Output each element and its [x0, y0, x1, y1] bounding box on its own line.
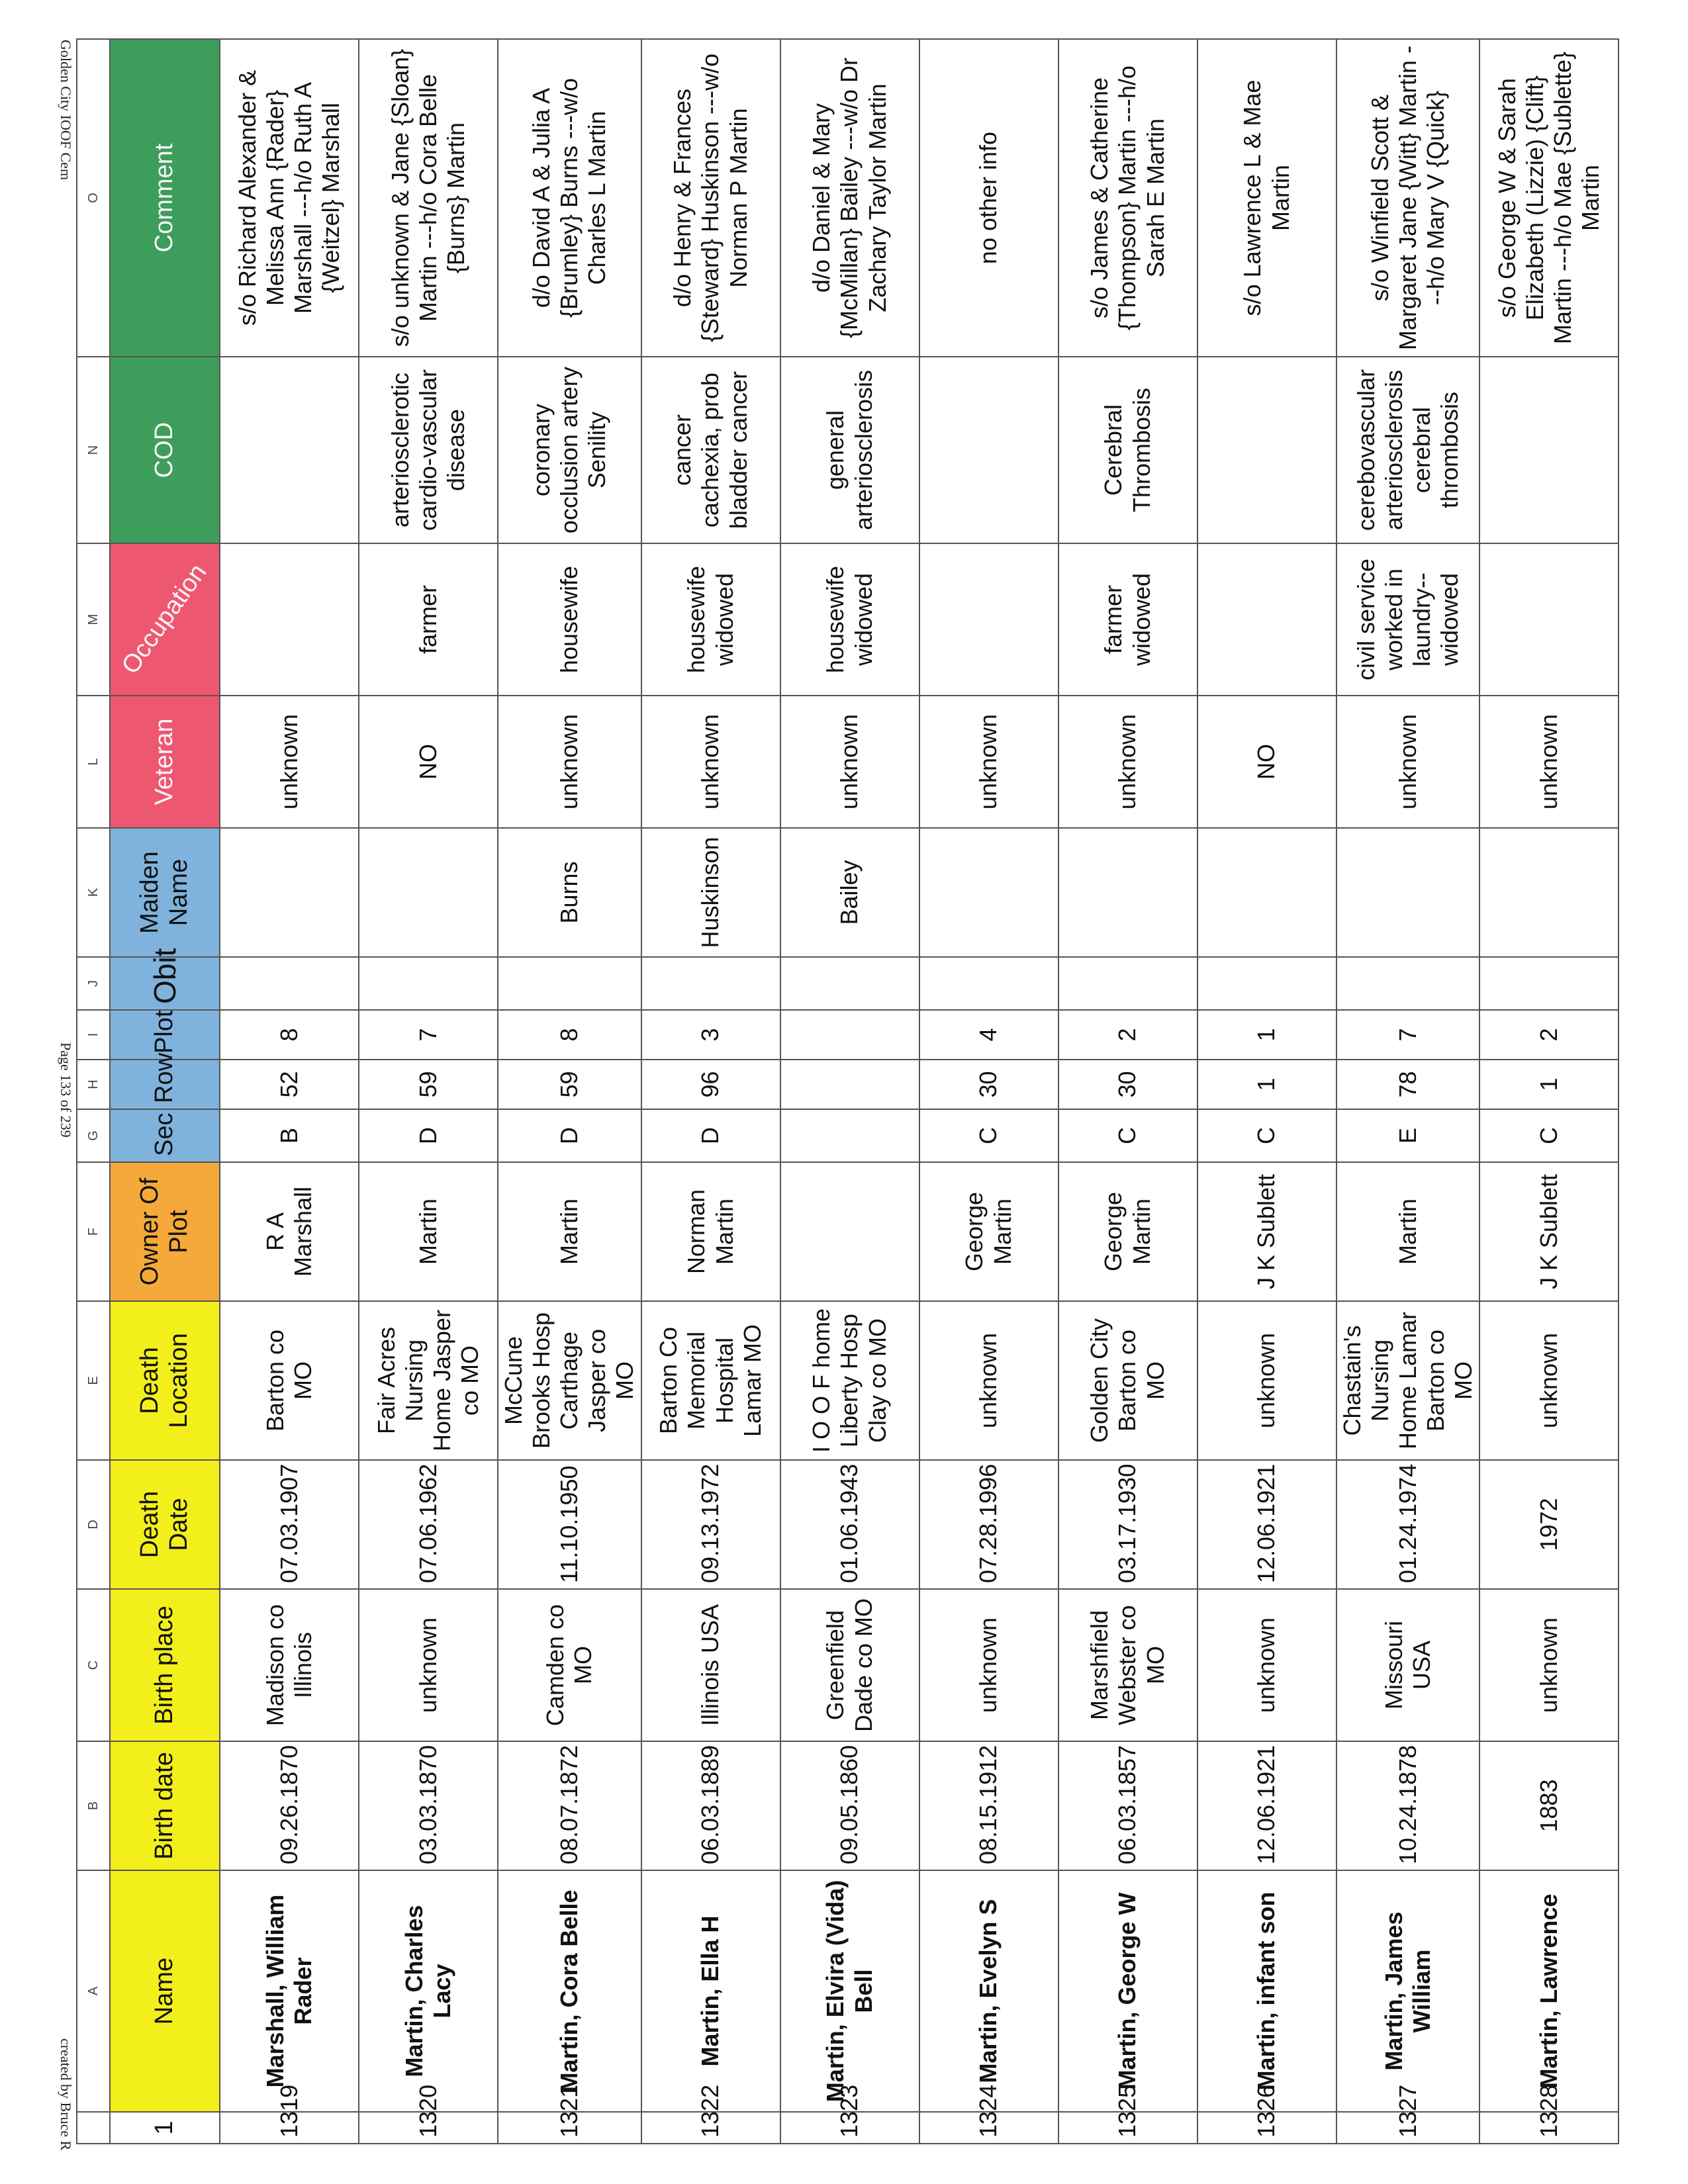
cell-veteran: unknown — [498, 696, 641, 828]
row-number-header: 1 — [110, 2112, 220, 2144]
cell-row: 1 — [1479, 1060, 1618, 1109]
col-letter: E — [77, 1301, 110, 1460]
row-number: 1320 — [359, 2112, 498, 2144]
cell-obit — [919, 957, 1058, 1010]
cell-owner: George Martin — [1058, 1162, 1197, 1301]
cell-death-location: Golden City Barton co MO — [1058, 1301, 1197, 1460]
cell-occupation: housewife widowed — [780, 543, 919, 696]
row-number: 1325 — [1058, 2112, 1197, 2144]
col-letter: N — [77, 357, 110, 543]
footer-left: Golden City IOOF Cem — [58, 40, 74, 181]
cell-owner: George Martin — [919, 1162, 1058, 1301]
cell-obit — [1197, 957, 1336, 1010]
col-letter: A — [77, 1870, 110, 2112]
cell-plot: 3 — [641, 1010, 780, 1060]
cell-sec: D — [641, 1109, 780, 1162]
cell-birth-date: 08.07.1872 — [498, 1741, 641, 1870]
cell-plot — [780, 1010, 919, 1060]
col-letter: C — [77, 1589, 110, 1741]
cell-owner: Norman Martin — [641, 1162, 780, 1301]
corner-blank — [77, 2112, 110, 2144]
cell-row: 30 — [1058, 1060, 1197, 1109]
table-row — [780, 39, 919, 2144]
cell-comment: no other info — [919, 39, 1058, 357]
cell-occupation — [1197, 543, 1336, 696]
cell-plot: 2 — [1058, 1010, 1197, 1060]
cell-name: Martin, infant son — [1197, 1870, 1336, 2112]
cell-sec: C — [919, 1109, 1058, 1162]
cell-comment: s/o George W & Sarah Elizabeth (Lizzie) {Clift} Martin ---h/o Mae {Sublette} Martin — [1479, 39, 1618, 357]
header-occupation-label: Occupation — [116, 559, 212, 680]
cell-death-date: 03.17.1930 — [1058, 1460, 1197, 1589]
cell-name: Marshall, William Rader — [220, 1870, 359, 2112]
row-number: 1327 — [1336, 2112, 1480, 2144]
col-letter: K — [77, 828, 110, 957]
cell-obit — [1479, 957, 1618, 1010]
header-comment: Comment — [110, 39, 220, 357]
cell-birth-place: unknown — [359, 1589, 498, 1741]
cell-birth-place: Greenfield Dade co MO — [780, 1589, 919, 1741]
cell-owner: Martin — [1336, 1162, 1480, 1301]
cell-name: Martin, Charles Lacy — [359, 1870, 498, 2112]
cell-birth-place: Missouri USA — [1336, 1589, 1480, 1741]
cell-death-date: 11.10.1950 — [498, 1460, 641, 1589]
cell-veteran: unknown — [1479, 696, 1618, 828]
cell-birth-place: Illinois USA — [641, 1589, 780, 1741]
cemetery-table-rotated — [76, 40, 1638, 2144]
cell-birth-date: 09.26.1870 — [220, 1741, 359, 1870]
cell-name: Martin, Lawrence — [1479, 1870, 1618, 2112]
cell-cod — [919, 357, 1058, 543]
header-name: Name — [110, 1870, 220, 2112]
row-number: 1319 — [220, 2112, 359, 2144]
cell-plot: 7 — [359, 1010, 498, 1060]
cell-sec: C — [1197, 1109, 1336, 1162]
cell-plot: 2 — [1479, 1010, 1618, 1060]
cell-sec: D — [498, 1109, 641, 1162]
col-letter: O — [77, 39, 110, 357]
cell-obit — [498, 957, 641, 1010]
cell-birth-date: 1883 — [1479, 1741, 1618, 1870]
cell-maiden-name: Bailey — [780, 828, 919, 957]
cell-owner: R A Marshall — [220, 1162, 359, 1301]
cell-maiden-name: Huskinson — [641, 828, 780, 957]
cell-death-location: unknown — [1197, 1301, 1336, 1460]
cell-comment: d/o Daniel & Mary {McMillan} Bailey ---w/o Dr Zachary Taylor Martin — [780, 39, 919, 357]
cell-obit — [780, 957, 919, 1010]
cell-plot: 8 — [498, 1010, 641, 1060]
cell-cod: cerebovascular arteriosclerosis cerebral thrombosis — [1336, 357, 1480, 543]
header-row — [110, 39, 220, 2144]
cell-maiden-name — [220, 828, 359, 957]
cell-death-date: 09.13.1972 — [641, 1460, 780, 1589]
col-letter: B — [77, 1741, 110, 1870]
cell-death-date: 12.06.1921 — [1197, 1460, 1336, 1589]
cell-death-date: 01.24.1974 — [1336, 1460, 1480, 1589]
cell-plot: 8 — [220, 1010, 359, 1060]
cell-name: Martin, James William — [1336, 1870, 1480, 2112]
cell-birth-place: unknown — [1479, 1589, 1618, 1741]
header-veteran: Veteran — [110, 696, 220, 828]
cell-birth-date: 06.03.1857 — [1058, 1741, 1197, 1870]
cell-death-location: Chastain's Nursing Home Lamar Barton co MO — [1336, 1301, 1480, 1460]
cell-maiden-name — [1058, 828, 1197, 957]
col-letter: G — [77, 1109, 110, 1162]
cell-name: Martin, Evelyn S — [919, 1870, 1058, 2112]
cell-plot: 1 — [1197, 1010, 1336, 1060]
cell-birth-place: unknown — [919, 1589, 1058, 1741]
cell-maiden-name — [1336, 828, 1480, 957]
cell-veteran: NO — [359, 696, 498, 828]
cell-obit — [1336, 957, 1480, 1010]
cell-name: Martin, Ella H — [641, 1870, 780, 2112]
cell-occupation — [220, 543, 359, 696]
cell-cod: general arteriosclerosis — [780, 357, 919, 543]
cell-cod — [220, 357, 359, 543]
cell-occupation: farmer widowed — [1058, 543, 1197, 696]
table-row — [359, 39, 498, 2144]
cell-owner: Martin — [359, 1162, 498, 1301]
cell-row: 59 — [498, 1060, 641, 1109]
cell-death-location: McCune Brooks Hosp Carthage Jasper co MO — [498, 1301, 641, 1460]
header-cod: COD — [110, 357, 220, 543]
cell-obit — [220, 957, 359, 1010]
cell-comment: d/o Henry & Frances {Steward} Huskinson ---w/o Norman P Martin — [641, 39, 780, 357]
cell-sec — [780, 1109, 919, 1162]
table-row — [641, 39, 780, 2144]
cell-birth-place: Marshfield Webster co MO — [1058, 1589, 1197, 1741]
cell-row: 96 — [641, 1060, 780, 1109]
cell-death-date: 07.28.1996 — [919, 1460, 1058, 1589]
table-row — [1336, 39, 1480, 2144]
cell-obit — [641, 957, 780, 1010]
cell-sec: B — [220, 1109, 359, 1162]
row-number: 1324 — [919, 2112, 1058, 2144]
cell-birth-place: Camden co MO — [498, 1589, 641, 1741]
header-death-location: Death Location — [110, 1301, 220, 1460]
cell-name: Martin, Cora Belle — [498, 1870, 641, 2112]
cell-plot: 4 — [919, 1010, 1058, 1060]
cell-death-location: unknown — [919, 1301, 1058, 1460]
cell-birth-date: 03.03.1870 — [359, 1741, 498, 1870]
cell-cod — [1479, 357, 1618, 543]
col-letter: F — [77, 1162, 110, 1301]
cell-row: 78 — [1336, 1060, 1480, 1109]
header-birth-date: Birth date — [110, 1741, 220, 1870]
cell-name: Martin, Elvira (Vida) Bell — [780, 1870, 919, 2112]
cell-name: Martin, George W — [1058, 1870, 1197, 2112]
row-number: 1322 — [641, 2112, 780, 2144]
cell-death-date: 07.06.1962 — [359, 1460, 498, 1589]
cell-comment: s/o Richard Alexander & Melissa Ann {Rader} Marshall ---h/o Ruth A {Weitzel} Marshall — [220, 39, 359, 357]
cell-cod: arteriosclerotic cardio-vascular disease — [359, 357, 498, 543]
cell-row: 59 — [359, 1060, 498, 1109]
cell-occupation: housewife — [498, 543, 641, 696]
cell-row: 52 — [220, 1060, 359, 1109]
cell-obit — [1058, 957, 1197, 1010]
table-row — [919, 39, 1058, 2144]
cell-death-location: unknown — [1479, 1301, 1618, 1460]
cell-maiden-name — [1479, 828, 1618, 957]
cell-owner — [780, 1162, 919, 1301]
cell-cod: coronary occlusion artery Senility — [498, 357, 641, 543]
cell-occupation — [919, 543, 1058, 696]
cell-veteran: unknown — [1058, 696, 1197, 828]
header-row: Row — [110, 1060, 220, 1109]
header-sec: Sec — [110, 1109, 220, 1162]
cell-veteran: unknown — [1336, 696, 1480, 828]
cell-comment: s/o Winfield Scott & Margaret Jane {Witt} Martin ---h/o Mary V {Quick} — [1336, 39, 1480, 357]
table-row — [1197, 39, 1336, 2144]
cell-birth-date: 06.03.1889 — [641, 1741, 780, 1870]
cell-death-date: 07.03.1907 — [220, 1460, 359, 1589]
cell-veteran: unknown — [919, 696, 1058, 828]
col-letter: J — [77, 957, 110, 1010]
cell-row: 1 — [1197, 1060, 1336, 1109]
cell-veteran: unknown — [220, 696, 359, 828]
cell-comment: s/o James & Catherine {Thompson} Martin ---h/o Sarah E Martin — [1058, 39, 1197, 357]
cell-comment: s/o unknown & Jane {Sloan} Martin ---h/o Cora Belle {Burns} Martin — [359, 39, 498, 357]
col-letter: I — [77, 1010, 110, 1060]
footer-page-number: Page 133 of 239 — [58, 1042, 74, 1138]
table-row — [498, 39, 641, 2144]
cell-birth-date: 08.15.1912 — [919, 1741, 1058, 1870]
table-row — [1058, 39, 1197, 2144]
cell-death-location: Fair Acres Nursing Home Jasper co MO — [359, 1301, 498, 1460]
cell-maiden-name — [1197, 828, 1336, 957]
cell-owner: J K Sublett — [1479, 1162, 1618, 1301]
cell-cod: cancer cachexia, prob bladder cancer — [641, 357, 780, 543]
header-owner-of-plot: Owner Of Plot — [110, 1162, 220, 1301]
cell-maiden-name — [359, 828, 498, 957]
cell-occupation: civil service worked in laundry-- widowed — [1336, 543, 1480, 696]
col-letter: L — [77, 696, 110, 828]
col-letter: H — [77, 1060, 110, 1109]
cell-obit — [359, 957, 498, 1010]
cell-sec: C — [1058, 1109, 1197, 1162]
cell-occupation — [1479, 543, 1618, 696]
row-number: 1321 — [498, 2112, 641, 2144]
cell-row — [780, 1060, 919, 1109]
cell-maiden-name — [919, 828, 1058, 957]
cell-veteran: unknown — [641, 696, 780, 828]
cell-birth-date: 10.24.1878 — [1336, 1741, 1480, 1870]
cell-sec: E — [1336, 1109, 1480, 1162]
header-occupation — [110, 543, 220, 696]
cell-death-location: Barton Co Memorial Hospital Lamar MO — [641, 1301, 780, 1460]
row-number: 1328 — [1479, 2112, 1618, 2144]
header-plot: Plot — [110, 1010, 220, 1060]
cell-cod — [1197, 357, 1336, 543]
footer-right: created by Bruce R — [58, 2038, 74, 2151]
row-number: 1323 — [780, 2112, 919, 2144]
cell-comment: d/o David A & Julia A {Brumley} Burns ---w/o Charles L Martin — [498, 39, 641, 357]
row-number: 1326 — [1197, 2112, 1336, 2144]
cell-birth-place: Madison co Illinois — [220, 1589, 359, 1741]
header-maiden-name: Maiden Name — [110, 828, 220, 957]
cell-owner: Martin — [498, 1162, 641, 1301]
column-letters-row — [77, 39, 110, 2144]
cell-owner: J K Sublett — [1197, 1162, 1336, 1301]
cell-veteran: NO — [1197, 696, 1336, 828]
cemetery-records-table — [76, 38, 1619, 2144]
cell-birth-date: 12.06.1921 — [1197, 1741, 1336, 1870]
cell-plot: 7 — [1336, 1010, 1480, 1060]
cell-occupation: farmer — [359, 543, 498, 696]
cell-cod: Cerebral Thrombosis — [1058, 357, 1197, 543]
cell-occupation: housewife widowed — [641, 543, 780, 696]
col-letter: M — [77, 543, 110, 696]
header-obit: Obit — [110, 957, 220, 1010]
cell-death-location: I O O F home Liberty Hosp Clay co MO — [780, 1301, 919, 1460]
header-death-date: Death Date — [110, 1460, 220, 1589]
cell-comment: s/o Lawrence L & Mae Martin — [1197, 39, 1336, 357]
cell-maiden-name: Burns — [498, 828, 641, 957]
cell-veteran: unknown — [780, 696, 919, 828]
table-row — [220, 39, 359, 2144]
header-birth-place: Birth place — [110, 1589, 220, 1741]
cell-sec: C — [1479, 1109, 1618, 1162]
col-letter: D — [77, 1460, 110, 1589]
cell-row: 30 — [919, 1060, 1058, 1109]
cell-sec: D — [359, 1109, 498, 1162]
cell-birth-date: 09.05.1860 — [780, 1741, 919, 1870]
table-row — [1479, 39, 1618, 2144]
cell-birth-place: unknown — [1197, 1589, 1336, 1741]
cell-death-date: 01.06.1943 — [780, 1460, 919, 1589]
cell-death-location: Barton co MO — [220, 1301, 359, 1460]
cell-death-date: 1972 — [1479, 1460, 1618, 1589]
